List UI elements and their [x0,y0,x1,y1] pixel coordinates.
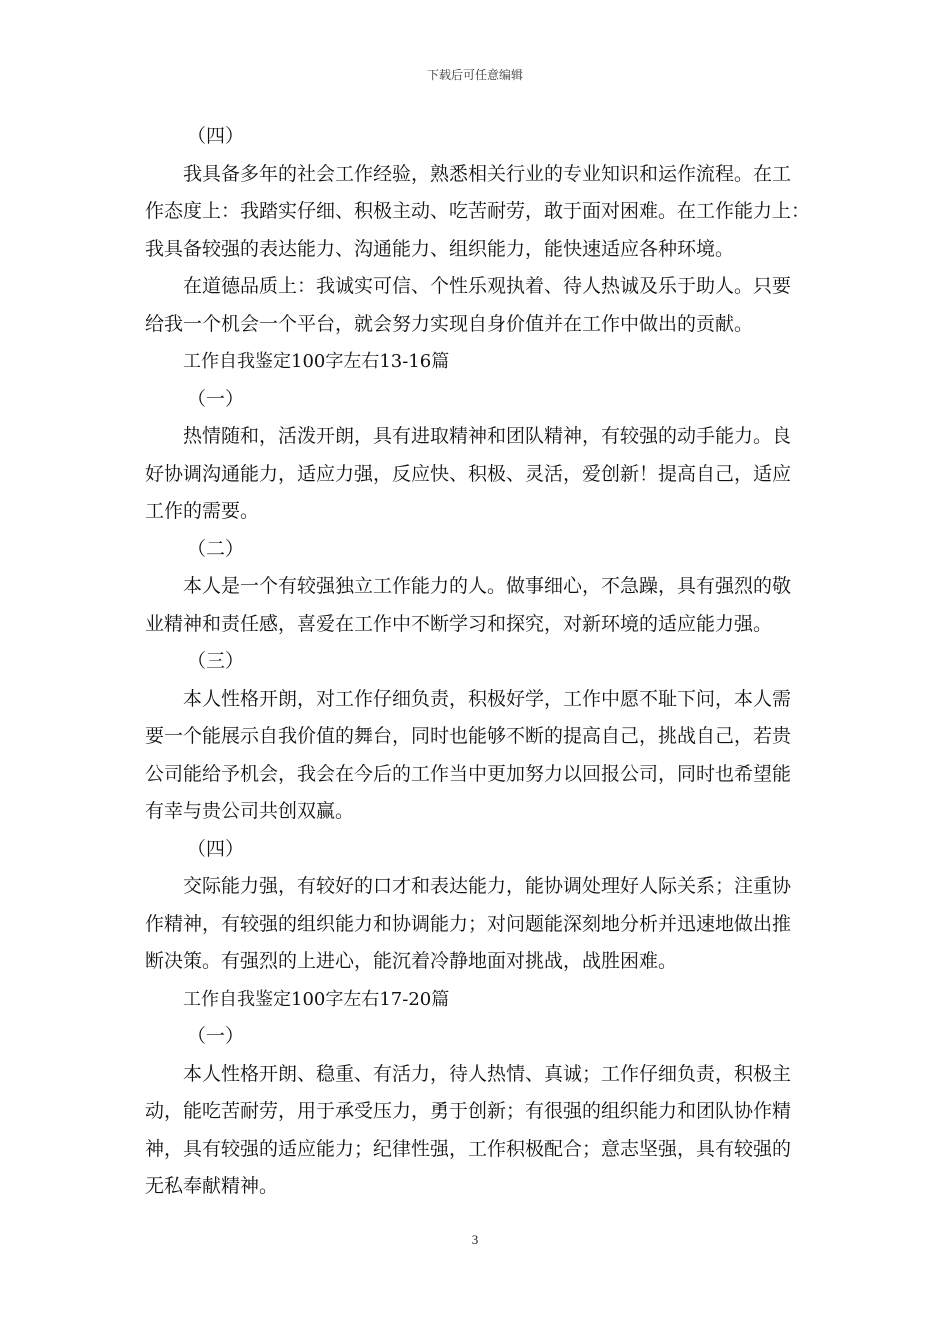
paragraph-line: 热情随和，活泼开朗，具有进取精神和团队精神，有较强的动手能力。良 [183,425,792,447]
paragraph-line: 工作的需要。 [145,500,260,522]
paragraph-line: 本人性格开朗，对工作仔细负责，积极好学，工作中愿不耻下问，本人需 [183,687,792,710]
paragraph-line: 交际能力强，有较好的口才和表达能力，能协调处理好人际关系；注重协 [183,875,792,897]
section-number: （四） [187,837,245,860]
section-number: （三） [187,650,245,672]
paragraph-line: 有幸与贵公司共创双赢。 [145,800,355,822]
section-number: （二） [187,537,245,560]
paragraph-line: 本人是一个有较强独立工作能力的人。做事细心，不急躁，具有强烈的敬 [183,575,792,597]
paragraph-line: 要一个能展示自我价值的舞台，同时也能够不断的提高自己，挑战自己，若贵 [145,725,792,747]
section-number: （一） [187,387,245,410]
paragraph-line: 给我一个机会一个平台，就会努力实现自身价值并在工作中做出的贡献。 [145,312,754,335]
paragraph-line: 作态度上：我踏实仔细、积极主动、吃苦耐劳，敢于面对困难。在工作能力上： [145,200,811,222]
paragraph-line: 本人性格开朗、稳重、有活力，待人热情、真诚；工作仔细负责，积极主 [183,1062,792,1085]
paragraph-line: 在道德品质上：我诚实可信、个性乐观执着、待人热诚及乐于助人。只要 [183,275,792,297]
section-number: （一） [187,1025,245,1047]
paragraph-line: 无私奉献精神。 [145,1175,279,1197]
paragraph-line: 我具备较强的表达能力、沟通能力、组织能力，能快速适应各种环境。 [145,237,735,260]
page-number: 3 [471,1232,479,1247]
paragraph-line: 神，具有较强的适应能力；纪律性强，工作积极配合；意志坚强，具有较强的 [145,1137,792,1160]
section-heading: 工作自我鉴定100字左右13-16篇 [183,351,450,372]
paragraph-line: 业精神和责任感，喜爱在工作中不断学习和探究，对新环境的适应能力强。 [145,612,773,635]
paragraph-line: 好协调沟通能力，适应力强，反应快、积极、灵活，爱创新！提高自己，适应 [145,462,792,485]
paragraph-line: 我具备多年的社会工作经验，熟悉相关行业的专业知识和运作流程。在工 [183,162,792,185]
paragraph-line: 公司能给予机会，我会在今后的工作当中更加努力以回报公司，同时也希望能 [145,762,792,785]
document-body [145,118,811,1206]
paragraph-line: 作精神，有较强的组织能力和协调能力；对问题能深刻地分析并迅速地做出推 [145,912,792,935]
paragraph-line: 断决策。有强烈的上进心，能沉着冷静地面对挑战，战胜困难。 [145,950,678,972]
page-header: 下载后可任意编辑 [426,68,523,82]
section-number: （四） [187,125,245,147]
paragraph-line: 动，能吃苦耐劳，用于承受压力，勇于创新；有很强的组织能力和团队协作精 [145,1100,792,1122]
section-heading: 工作自我鉴定100字左右17-20篇 [183,988,450,1010]
